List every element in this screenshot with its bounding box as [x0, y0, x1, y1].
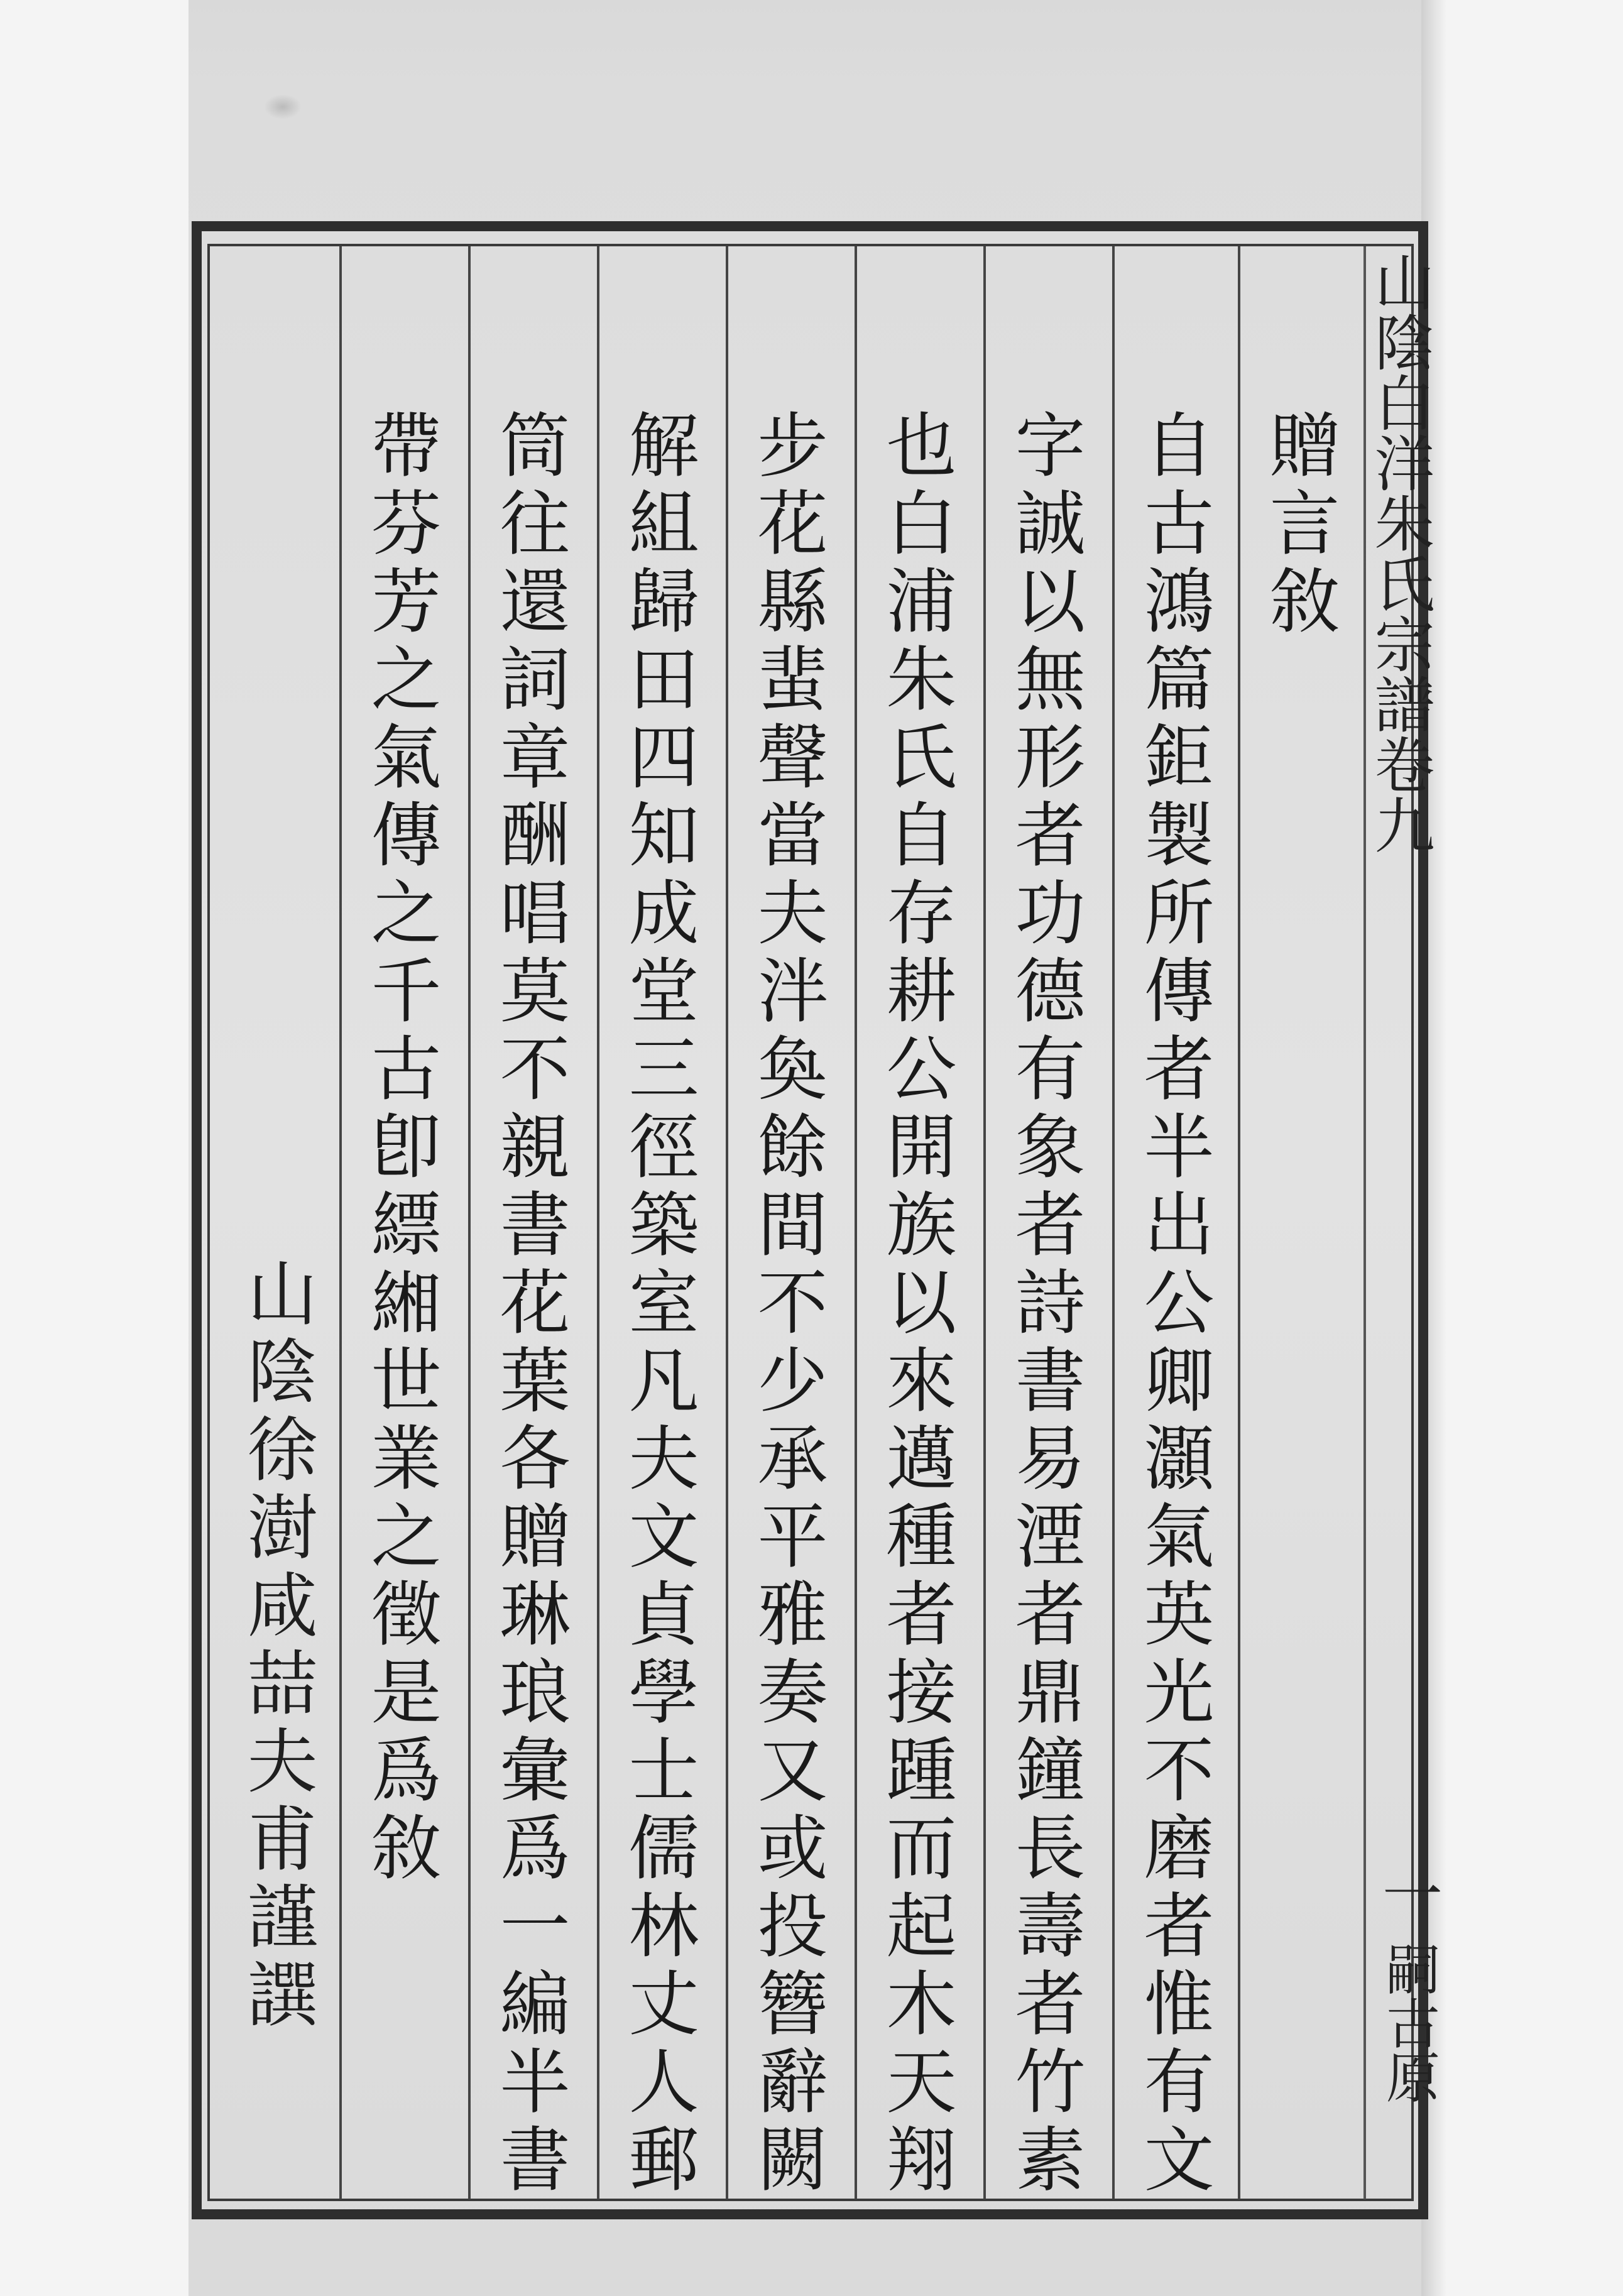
book-title: 山陰白洋朱氏宗譜 — [1365, 251, 1435, 734]
bleed-through-text — [232, 289, 327, 1294]
text-column: 帶芬芳之氣傳之千古卽縹緗世業之徵是爲敘 — [359, 408, 441, 1889]
volume-label: 卷九 — [1365, 734, 1435, 855]
page-number: 一 — [1382, 1860, 1443, 1930]
text-column: 也白浦朱氏自存耕公開族以來邁種者接踵而起木天翔 — [875, 408, 956, 2200]
preface-heading: 贈言敘 — [1258, 408, 1340, 642]
author-signature: 山陰徐澍咸喆夫甫謹譔 — [236, 1257, 317, 2036]
text-column: 自古鴻篇鉅製所傳者半出公卿灝氣英光不磨者惟有文 — [1132, 408, 1214, 2200]
text-column: 字誠以無形者功德有象者詩書易湮者鼎鐘長壽者竹素 — [1003, 408, 1085, 2200]
text-column: 解組歸田四知成堂三徑築室凡夫文貞學士儒林丈人郵 — [617, 408, 699, 2200]
margin-book-title — [1365, 251, 1435, 1005]
paper-stain — [264, 94, 302, 119]
text-column: 筒往還詞章酬唱莫不親書花葉各贈琳琅彙爲一編半書 — [488, 408, 570, 2200]
text-column: 步花縣蜚聲當夫泮奐餘間不少承平雅奏又或投簪辭闕 — [746, 408, 828, 2200]
margin-bottom-label: 嗣古原 — [1377, 1942, 1440, 2104]
